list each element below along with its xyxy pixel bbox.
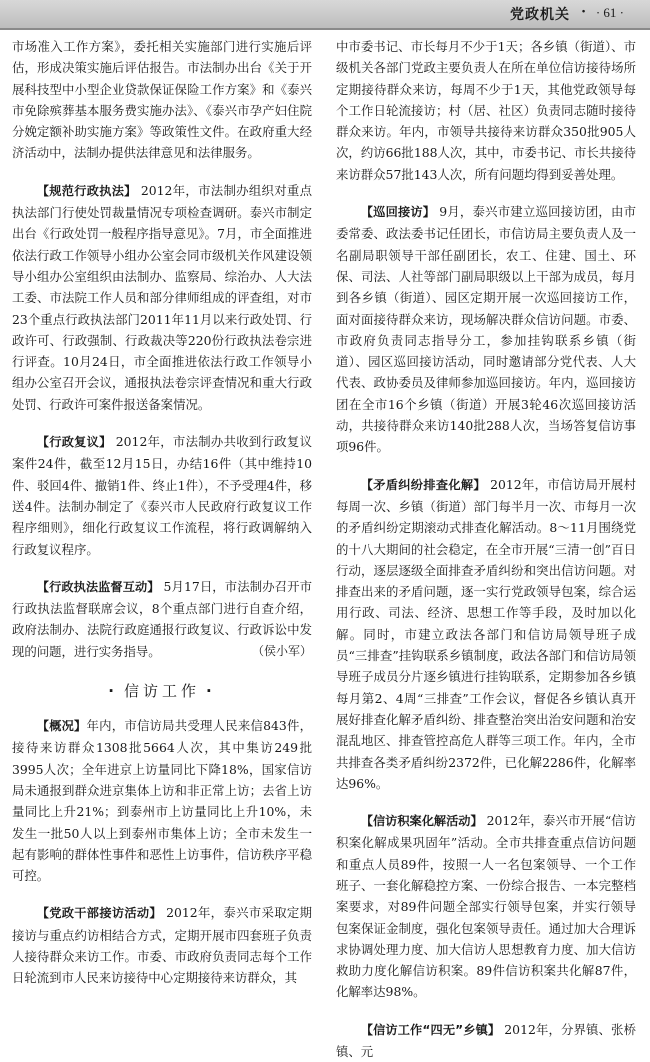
section-backlog-resolution xyxy=(336,810,636,1003)
section-heading: 【概况】 xyxy=(36,719,87,734)
section-heading: 【矛盾纠纷排查化解】 xyxy=(360,477,486,492)
section-four-none-towns xyxy=(336,1019,636,1062)
left-intro: 市场准入工作方案》，委托相关实施部门进行实施后评估，形成决策实施后评估报告。市法制办出台《关于开展科技型中小型企业贷款保证保险工作方案》和《泰兴市免除殡葬基本服务费实施办法》、《泰兴市孕产妇住院分娩定额补助实施方案》等政策性文件。在政府重大经济活动中，法制办提供法律意见和法律服务。 xyxy=(12,39,312,161)
section-admin-review xyxy=(12,431,312,560)
section-heading: 【信访工作“四无”乡镇】 xyxy=(360,1022,501,1037)
section-cadre-reception xyxy=(12,902,312,988)
section-body: 2012年，市法制办共收到行政复议案件24件，截至12月15日，办结16件（其中维持10件、驳回4件、撤销1件、终止1件），不予受理4件，移送4件。法制办制定了《泰兴市人民政府行政复议工作程序细则》，细化行政复议工作流程，将行政调解纳入行政复议程序。 xyxy=(12,434,312,557)
section-heading: 【信访积案化解活动】 xyxy=(360,814,483,829)
section-body: 5月17日，市法制办召开市行政执法监督联席会议，8个重点部门进行自查介绍，政府法制办、法院行政庭通报行政复议、行政诉讼中发现的问题，进行实务指导。 xyxy=(12,578,313,659)
header-dot: · xyxy=(581,4,586,20)
section-heading: 【行政执法监督互动】 xyxy=(36,579,160,594)
section-heading: 【巡回接访】 xyxy=(360,205,436,220)
section-regulate-enforcement xyxy=(12,180,312,415)
header-title: 党政机关 xyxy=(510,7,570,23)
section-body: 2012年，市法制办组织对重点执法部门行使处罚裁量情况专项检查调研。泰兴市制定出台《行政处罚一般程序指导意见》。7月，市全面推进依法行政工作领导小组办公室会同市级机关作风建设领导小组办公室组织由法制办、监察局、综治办、人大法工委、市法院工作人员和部分律师组成的评查组，对市23个重点行政执法部门2011年11月以来行政处罚、行政许可、行政强制、行政裁决等220份行政执法卷宗进行评查。10月24日，市全面推进依法行政工作领导小组办公室召开会议，通报执法卷宗评查情况和重大行政处罚、行政许可案件报送备案情况。 xyxy=(12,182,312,412)
section-heading: 【行政复议】 xyxy=(36,435,112,450)
page-header xyxy=(0,0,650,34)
section-overview xyxy=(12,715,312,886)
left-column xyxy=(12,36,312,989)
chapter-title: · 信访工作 · xyxy=(108,682,216,701)
section-enforcement-supervision xyxy=(12,576,312,662)
section-body: 2012年，泰兴市开展“信访积案化解成果巩固年”活动。全市共排查重点信访问题和重点人员89件，按照一人一名包案领导、一个工作班子、一套化解稳控方案、一份综合报告、一本完整档案要求，对89件问题全部实行领导包案，并实行领导包案保证金制度，强化包案领导责任。通过加大合理诉求协调处理力度、加大信访人思想教育力度、加大信访救助力度化解信访积案。89件信访积案共化解87件，化解率达98%。 xyxy=(336,813,636,1000)
section-body: 年内，市信访局共受理人民来信843件，接待来访群众1308批5664人次，其中集访249批3995人次；全年进京上访量同比下降18%，国家信访局未通报到群众进京集体上访和非正常上访；去省上访量同比上升21%；到泰州市上访量同比上升10%，未发生一批50人以上到泰州市集体上访；全市未发生一起有影响的群体性事件和恶性上访事件，信访秩序平稳可控。 xyxy=(12,718,313,884)
right-column xyxy=(336,36,636,1062)
section-body: 2012年，分界镇、张桥镇、元 xyxy=(336,1021,636,1060)
author-name: （侯小军） xyxy=(251,643,312,658)
section-body: 9月，泰兴市建立巡回接访团，由市委常委、政法委书记任团长，市信访局主要负责人及一名副局职领导干部任副团长，农工、住建、国土、环保、司法、人社等部门副局职级以上干部为成员，每月到各乡镇（街道）、园区定期开展一次巡回接访工作，面对面接待群众来访，现场解决群众信访问题。市委、市政府负责同志指导分工，参加挂钩联系乡镇（街道）、园区巡回接访活动，同时邀请部分党代表、人大代表、政协委员及律师参加巡回接访。年内，巡回接访团在全市16个乡镇（街道）开展3轮46次巡回接访活动，共接待群众来访140批288人次，当场答复信访事项96件。 xyxy=(336,204,636,455)
section-body: 2012年，泰兴市采取定期接访与重点约访相结合方式，定期开展市四套班子负责人接待群众来访工作。市委、市政府负责同志每个工作日轮流到市人民来访接待中心定期接待来访群众，其 xyxy=(12,905,312,986)
section-heading: 【规范行政执法】 xyxy=(36,183,137,198)
section-body: 2012年，市信访局开展村每周一次、乡镇（街道）部门每半月一次、市每月一次的矛盾纠纷定期滚动式排查化解活动。8～11月围绕党的十八大期间的社会稳定，在全市开展“三清一创”百日行动，逐层逐级全面排查矛盾纠纷和突出信访问题。对排查出来的矛盾问题，逐一实行党政领导包案，综合运用行政、司法、经济、思想工作等手段，及时加以化解。同时，市建立政法各部门和信访局领导班子成员“三排查”挂钩联系乡镇制度，政法各部门和信访局领导班子成员分片逐乡镇进行挂钩联系，定期参加各乡镇每月第2、4周“三排查”工作会议，督促各乡镇认真开展好排查化解矛盾纠纷、排查整治突出治安问题和治安混乱地区、排查管控高危人群等三项工作。年内，全市共排查各类矛盾纠纷2372件，已化解2286件，化解率达96%。 xyxy=(336,476,636,791)
section-roving-reception xyxy=(336,201,636,458)
section-dispute-resolution xyxy=(336,474,636,794)
page-number: · 61 · xyxy=(595,5,624,20)
section-heading: 【党政干部接访活动】 xyxy=(36,906,162,921)
right-intro: 中市委书记、市长每月不少于1天；各乡镇（街道）、市级机关各部门党政主要负责人在所在单位信访接待场所定期接待群众来访，每周不少于1天，其他党政领导每个工作日轮流接访；村（居、社区）负责同志随时接待群众来访。年内，市领导共接待来访群众350批905人次，约访66批188人次，其中，市委书记、市长共接待来访群众57批143人次，所有问题均得到妥善处理。 xyxy=(336,39,636,182)
